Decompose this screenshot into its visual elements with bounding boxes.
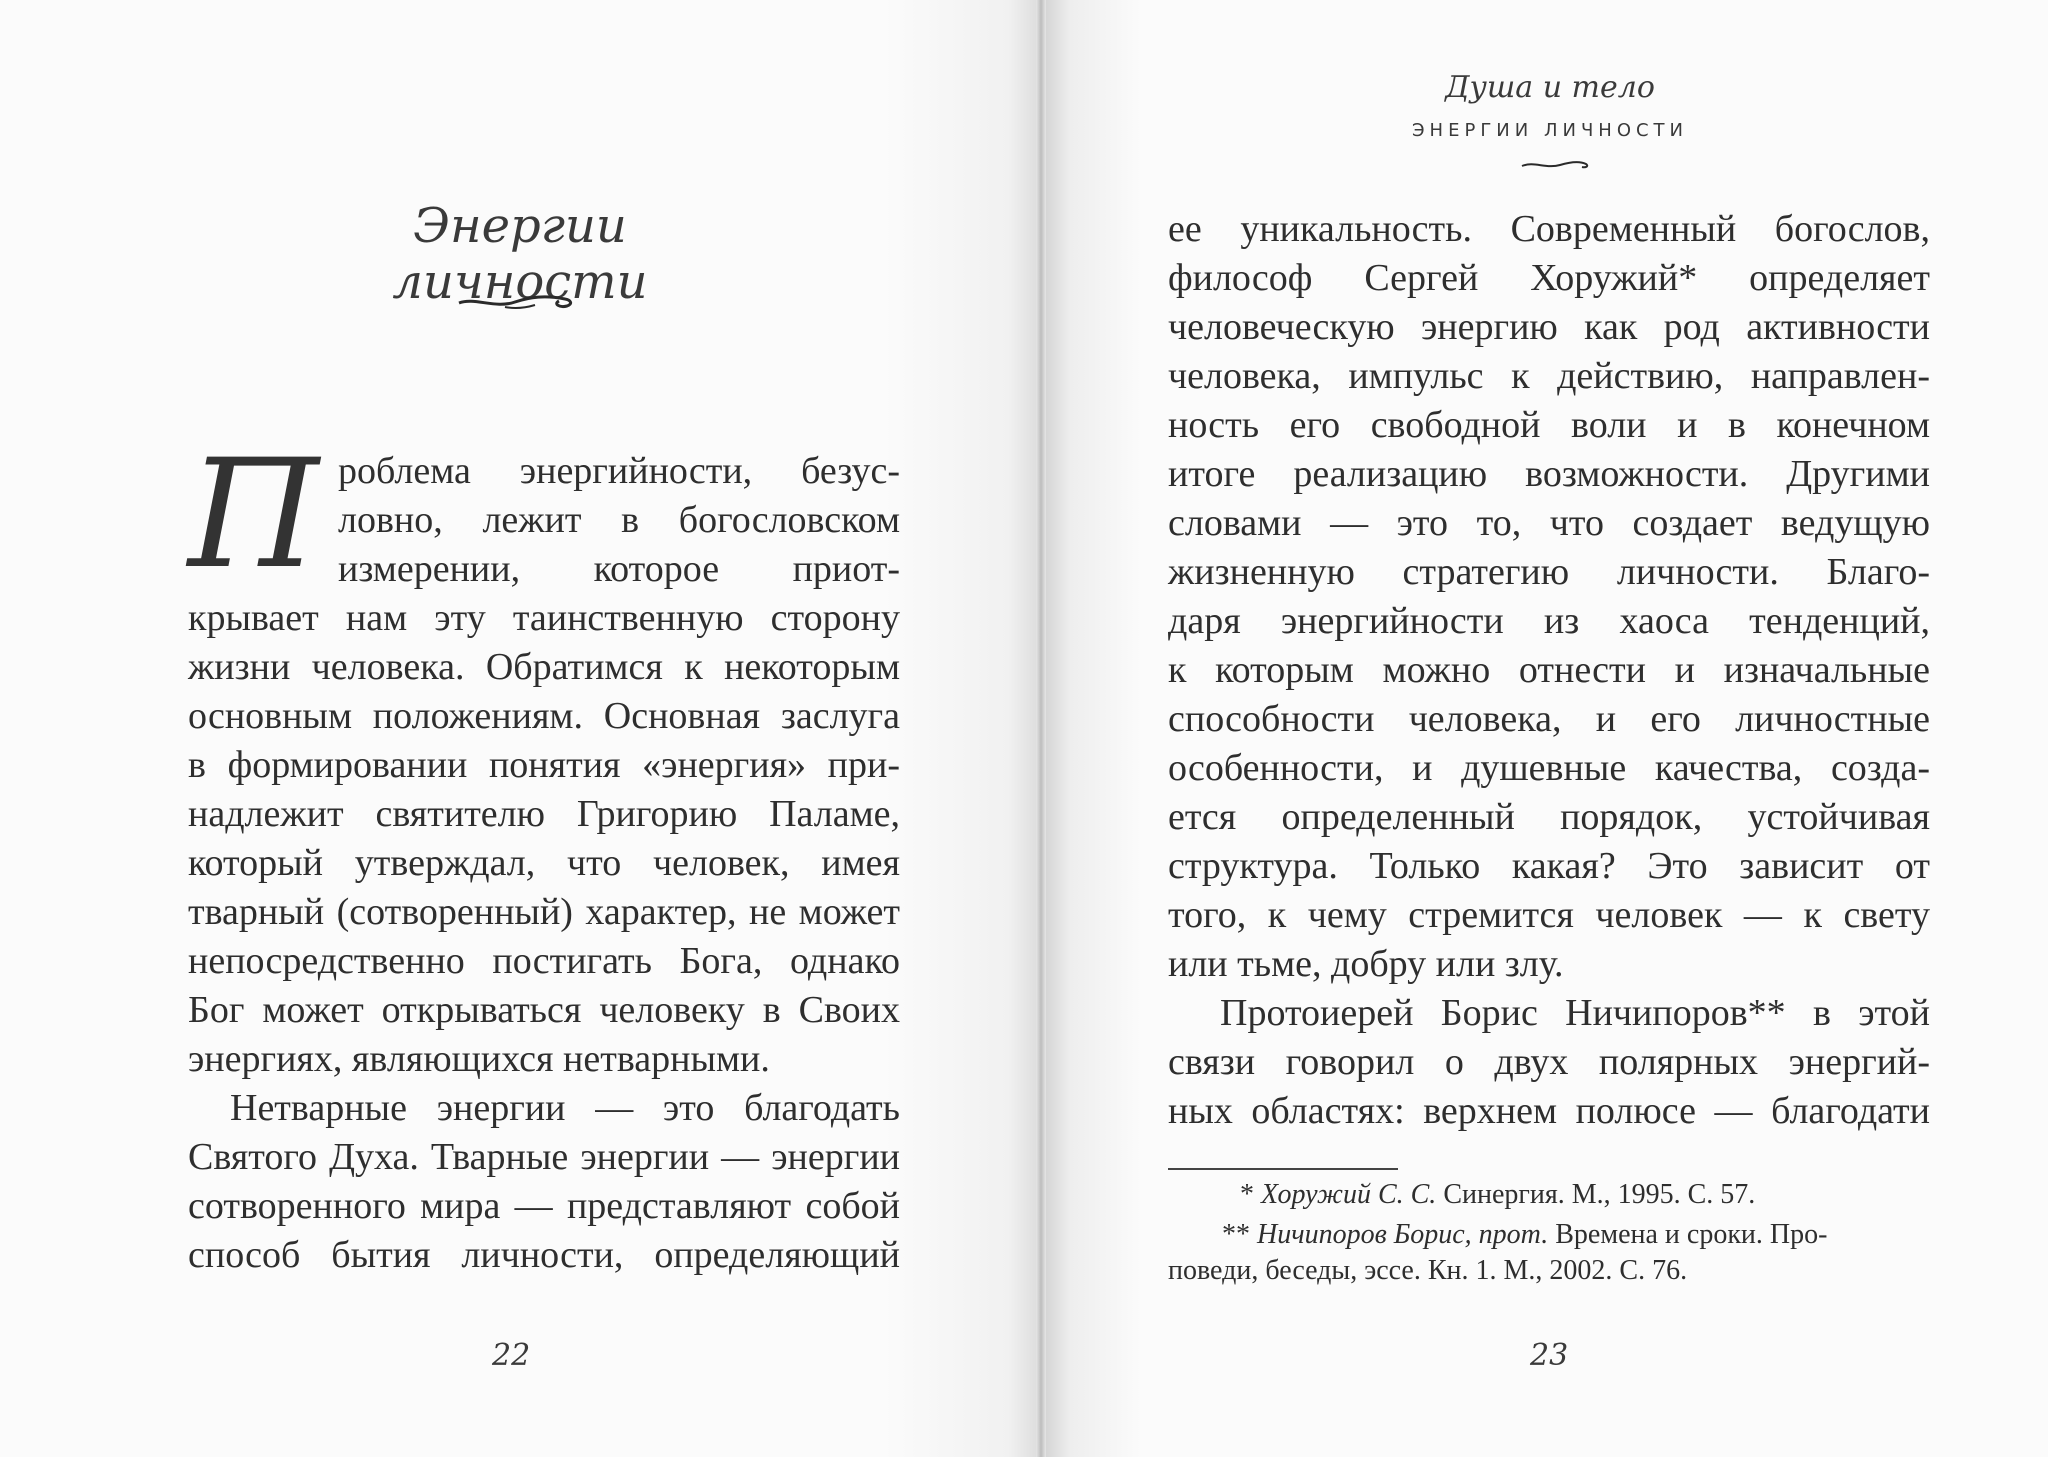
text-line: ловно, лежит в богословском <box>338 499 900 541</box>
footnote-2-continued: поведи, беседы, эссе. Кн. 1. М., 2002. С. 76. <box>1168 1255 1688 1286</box>
page-number: 22 <box>492 1338 531 1373</box>
text-line: словами — это то, что создает ведущую <box>1168 502 1930 544</box>
text-line: или тьме, добру или злу. <box>1168 943 1564 985</box>
text-line: Нетварные энергии — это благодать <box>230 1087 900 1129</box>
running-title: Душа и тело <box>1445 70 1655 105</box>
running-subtitle: ЭНЕРГИИ ЛИЧНОСТИ <box>1411 120 1689 141</box>
text-line: сотворенного мира — представляют собой <box>188 1185 900 1227</box>
text-line: связи говорил о двух полярных энергий- <box>1168 1041 1930 1083</box>
footnote-mark: ** <box>1222 1219 1257 1250</box>
text-line: роблема энергийности, безус- <box>338 450 900 492</box>
text-line: который утверждал, что человек, имея <box>188 842 900 884</box>
text-line: ее уникальность. Современный богослов, <box>1168 208 1930 250</box>
footnote-mark: * <box>1240 1179 1261 1210</box>
drop-cap: П <box>188 428 319 602</box>
text-line: Протоиерей Борис Ничипоров** в этой <box>1220 992 1930 1034</box>
book-spine <box>1036 0 1046 1457</box>
page-number: 23 <box>1530 1338 1569 1373</box>
text-line: Бог может открываться человеку в Своих <box>188 989 900 1031</box>
text-line: жизни человека. Обратимся к некоторым <box>188 646 900 688</box>
text-line: надлежит святителю Григорию Паламе, <box>188 793 900 835</box>
flourish-ornament-icon <box>455 285 575 315</box>
text-line: итоге реализацию возможности. Другими <box>1168 453 1930 495</box>
text-line: энергиях, являющихся нетварными. <box>188 1038 770 1080</box>
footnote-2 <box>1222 1220 1827 1250</box>
footnote-1 <box>1240 1180 1755 1210</box>
footnote-text: Времена и сроки. Про- <box>1548 1219 1828 1250</box>
text-line: способ бытия личности, определяющий <box>188 1234 900 1276</box>
text-line: даря энергийности из хаоса тенденций, <box>1168 600 1930 642</box>
text-line: в формировании понятия «энергия» при- <box>188 744 900 786</box>
text-line: Святого Духа. Тварные энергии — энергии <box>188 1136 900 1178</box>
text-line: непосредственно постигать Бога, однако <box>188 940 900 982</box>
text-line: того, к чему стремится человек — к свету <box>1168 894 1930 936</box>
text-line: жизненную стратегию личности. Благо- <box>1168 551 1930 593</box>
text-line: способности человека, и его личностные <box>1168 698 1930 740</box>
text-line: структура. Только какая? Это зависит от <box>1168 845 1930 887</box>
text-line: особенности, и душевные качества, созда- <box>1168 747 1930 789</box>
text-line: ность его свободной воли и в конечном <box>1168 404 1930 446</box>
text-line: ных областях: верхнем полюсе — благодати <box>1168 1090 1930 1132</box>
text-line: основным положениям. Основная заслуга <box>188 695 900 737</box>
chapter-title: Энергии личности <box>392 198 648 310</box>
text-line: человеческую энергию как род активности <box>1168 306 1930 348</box>
text-line: человека, импульс к действию, направлен- <box>1168 355 1930 397</box>
text-line: ется определенный порядок, устойчивая <box>1168 796 1930 838</box>
text-line: измерении, которое приот- <box>338 548 900 590</box>
footnote-divider <box>1168 1168 1398 1170</box>
text-line: философ Сергей Хоружий* определяет <box>1168 257 1930 299</box>
footnote-author: Хоружий С. С. <box>1261 1179 1437 1210</box>
flourish-ornament-icon <box>1520 155 1590 173</box>
text-line: тварный (сотворенный) характер, не может <box>188 891 900 933</box>
footnote-text: Синергия. М., 1995. С. 57. <box>1436 1179 1756 1210</box>
footnote-author: Ничипоров Борис, прот. <box>1257 1219 1549 1250</box>
text-line: к которым можно отнести и изначальные <box>1168 649 1930 691</box>
text-line: крывает нам эту таинственную сторону <box>188 597 900 639</box>
